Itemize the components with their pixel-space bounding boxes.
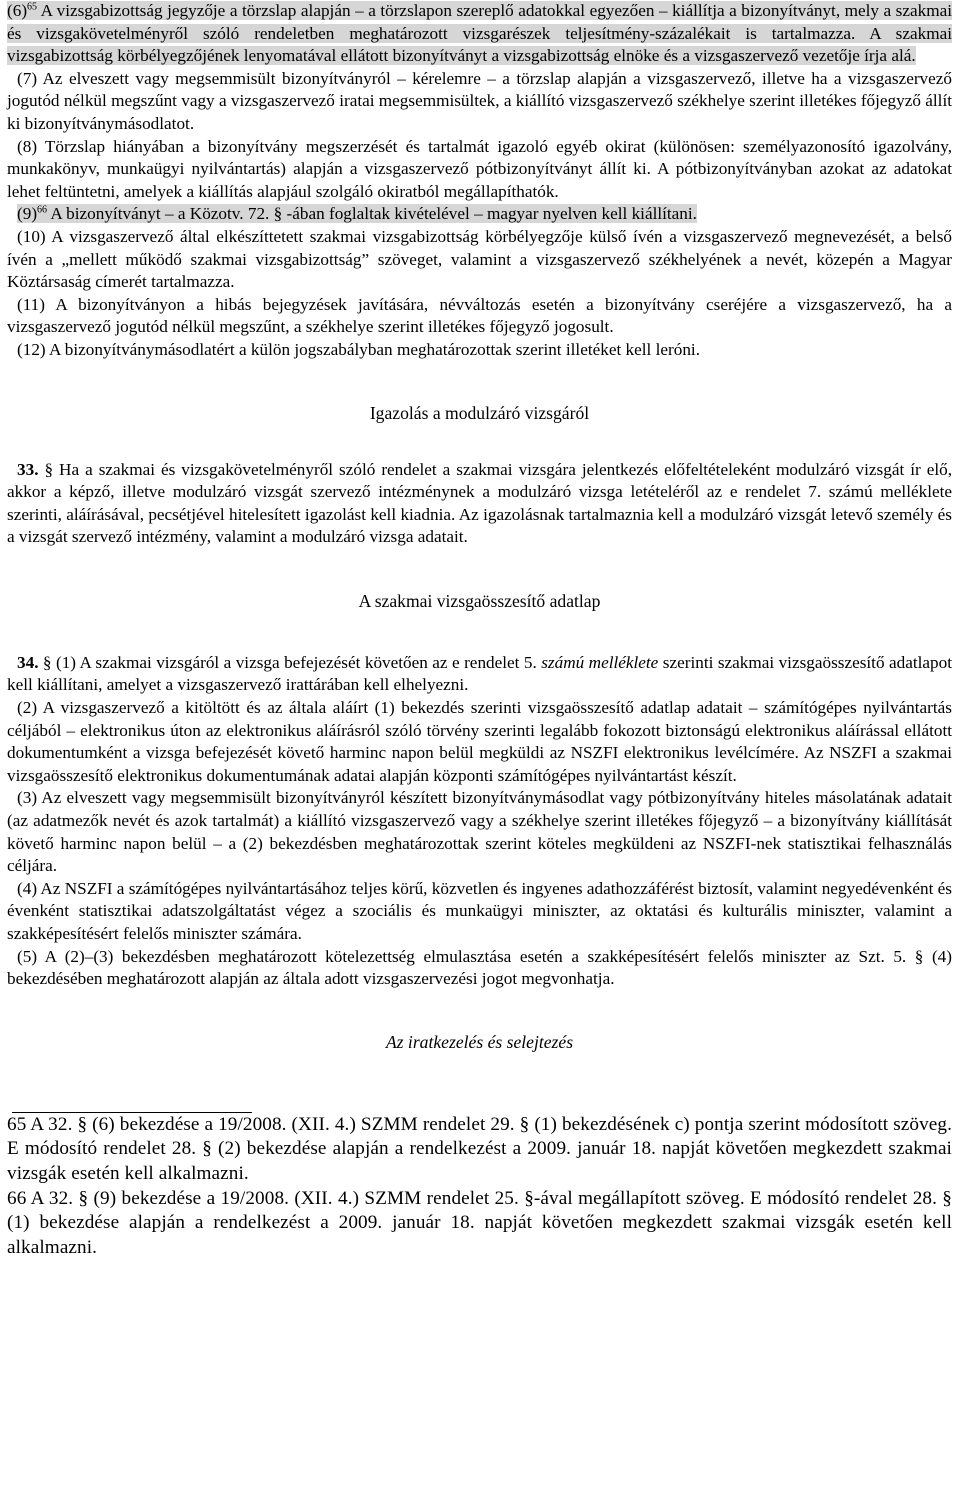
spacer (7, 362, 952, 402)
paragraph-12: (12) A bizonyítványmásodlatért a külön jogszabályban meghatározottak szerint illetéket kell leróni. (17, 339, 700, 359)
section-34-p1-italic: számú melléklete (536, 652, 659, 672)
paragraph-8-part-a: (8) Törzslap hiányában a bizonyítvány megszerzését és tartalmát igazoló egyéb okirat (különösen: személyazonosító igazolvány, munkakönyv, munkaügyi nyilvántartás) alapján a vizsgaszervező pótbizonyítványt állít ki. (7, 136, 952, 179)
section-34-paragraph-3: (3) Az elveszett vagy megsemmisült bizonyítványról készített bizonyítványmásodlat vagy pótbizonyítvány hiteles másolatának adatait (az adatmezők nevét és azok tartalmát) a kiállító vizsgaszervező vagy a székhelye szerint illetékes főjegyző – a bizonyítvány kiállítását követő harminc napon belül – a (2) bekezdésben meghatározottak szerint köteles megküldeni az NSZFI-nek statisztikai felhasználás céljára. (7, 788, 952, 876)
section-34-paragraph-1 (7, 652, 952, 697)
section-34-paragraph-4: (4) Az NSZFI a számítógépes nyilvántartásához teljes körű, közvetlen és ingyenes adathozzáférést biztosít, valamint negyedévenként és évenként statisztikai adatszolgáltatást végez a szociális és munkaügyi miniszter, az oktatási és kulturális miniszter, valamint a szakképesítésért felelős miniszter számára. (7, 878, 952, 943)
section-heading-modulzaro: Igazolás a modulzáró vizsgáról (369, 402, 590, 423)
section-33-text (7, 459, 952, 549)
paragraph-6-text: A vizsgabizottság jegyzője a törzslap alapján – a törzslapon szereplő adatokkal egyezően – kiállítja a bizonyítványt, mely a szakmai és vizsgakövetelményről szóló rendeletben meghatározott vizsgarészek teljesítmény-százalékait is tartalmazza. A szakmai vizsgabizottság körbélyegzőjének lenyomatával ellátott bizonyítványt a vizsgabizottság elnöke és a vizsgaszervező vezetője írja alá. (7, 1, 952, 66)
footnote-ref-66[interactable]: 66 (37, 204, 48, 216)
paragraph-8 (7, 136, 952, 204)
section-34-number: 34. (17, 652, 39, 672)
section-34-p1-a: § (1) A szakmai vizsgáról a vizsga befejezését követően az e rendelet 5. (38, 652, 537, 672)
section-heading-adatlap: A szakmai vizsgaösszesítő adatlap (358, 590, 601, 611)
section-34-paragraph-2: (2) A vizsgaszervező a kitöltött és az általa aláírt (1) bekezdés szerinti vizsgaösszesítő adatlap adatait – számítógépes nyilvántartás céljából – elektronikus úton az elektronikus aláírásról szóló törvény szerinti legalább fokozott biztonságú elektronikus aláírással ellátott dokumentumként a vizsga befejezését követő harminc napon belül megküldi az NSZFI elektronikus levélcímére. Az NSZFI a szakmai vizsgaösszesítő elektronikus dokumentumának adatai alapján központi számítógépes nyilvántartást készít. (7, 698, 952, 785)
section-34-p1-b: szerinti szakmai vizsgaösszesítő adatlapot kell kiállítani, amelyet a vizsgaszervező irattárában kell elhelyezni. (7, 652, 952, 695)
paragraph-6-label: (6) (7, 1, 28, 20)
spacer (7, 1053, 952, 1112)
paragraph-6 (7, 0, 952, 68)
section-34-paragraph-5: (5) A (2)–(3) bekezdésben meghatározott kötelezettség elmulasztása esetén a szakképesítésért felelős miniszter az Szt. 5. § (4) bekezdésében meghatározott alapján az általa adott vizsgaszervezési jogot megvonhatja. (7, 946, 952, 989)
paragraph-10: (10) A vizsgaszervező által elkészíttetett szakmai vizsgabizottság körbélyegzője külső ívén a vizsgaszervező megnevezését, a belső ívén a „mellett működő szakmai vizsgabizottság” szöveget, valamint a vizsgaszervező székhelyének a nevét, közepén a Magyar Köztársaság címerét tartalmazza. (7, 226, 952, 292)
section-33-number: 33. (17, 459, 39, 479)
paragraph-9-highlight (17, 204, 697, 223)
spacer (7, 991, 952, 1031)
footnote-66: 66 A 32. § (9) bekezdése a 19/2008. (XII. 4.) SZMM rendelet 25. §-ával megállapított szöveg. E módosító rendelet 28. § (1) bekezdése alapján a rendelkezést a 2009. január 18. napját követően megkezdett szakmai vizsgák esetén kell alkalmazni. (7, 1187, 952, 1258)
footnote-ref-65[interactable]: 65 (27, 1, 38, 13)
paragraph-7: (7) Az elveszett vagy megsemmisült bizonyítványról – kérelemre – a törzslap alapján a vizsgaszervező, illetve ha a vizsgaszervező jogutód nélkül megszűnt vagy a vizsgaszervező iratai megsemmisültek, a kiállító vizsgaszervező székhelye szerint illetékes főjegyző állít ki bizonyítványmásodlatot. (7, 68, 952, 133)
section-heading-iratkezeles: Az iratkezelés és selejtezés (385, 1031, 574, 1052)
paragraph-9 (7, 203, 952, 226)
spacer (7, 549, 952, 590)
spacer (7, 424, 952, 459)
section-33-body: § Ha a szakmai és vizsgakövetelményről szóló rendelet a szakmai vizsgára jelentkezés előfeltételeként modulzáró vizsgát ír elő, akkor a képző, illetve modulzáró vizsgát szervező intézménynek a modulzáró vizsga letételéről az e rendelet 7. számú melléklete szerinti, aláírásával, pecsétjével hitelesített igazolást kell kiadnia. Az igazolásnak tartalmaznia kell a modulzáró vizsgát letevő személy és a vizsgát szervező intézmény, valamint a modulzáró vizsga adatait. (7, 459, 952, 547)
paragraph-11: (11) A bizonyítványon a hibás bejegyzések javítására, névváltozás esetén a bizonyítvány cseréjére a vizsgaszervező, ha a vizsgaszervező jogutód nélkül megszűnt, a székhelye szerint illetékes főjegyző jogosult. (7, 294, 952, 337)
paragraph-9-label: (9) (17, 204, 38, 224)
paragraph-6-highlight (7, 1, 952, 65)
footnote-65: 65 A 32. § (6) bekezdése a 19/2008. (XII. 4.) SZMM rendelet 29. § (1) bekezdésének c) pontja szerint módosított szöveg. E módosító rendelet 28. § (2) bekezdése alapján a rendelkezést a 2009. január 18. napját követően megkezdett szakmai vizsgák esetén kell alkalmazni. (7, 1113, 952, 1184)
paragraph-9-text: A bizonyítványt – a Közotv. 72. § -ában foglaltak kivételével – magyar nyelven kell kiállítani. (47, 204, 697, 224)
paragraph-8-part-b: A pótbizonyítványban azokat az adatokat lehet feltüntetni, amelyek a kiállítás alapjául szolgáló okiratból megállapíthatók. (7, 159, 952, 201)
spacer (7, 612, 952, 652)
